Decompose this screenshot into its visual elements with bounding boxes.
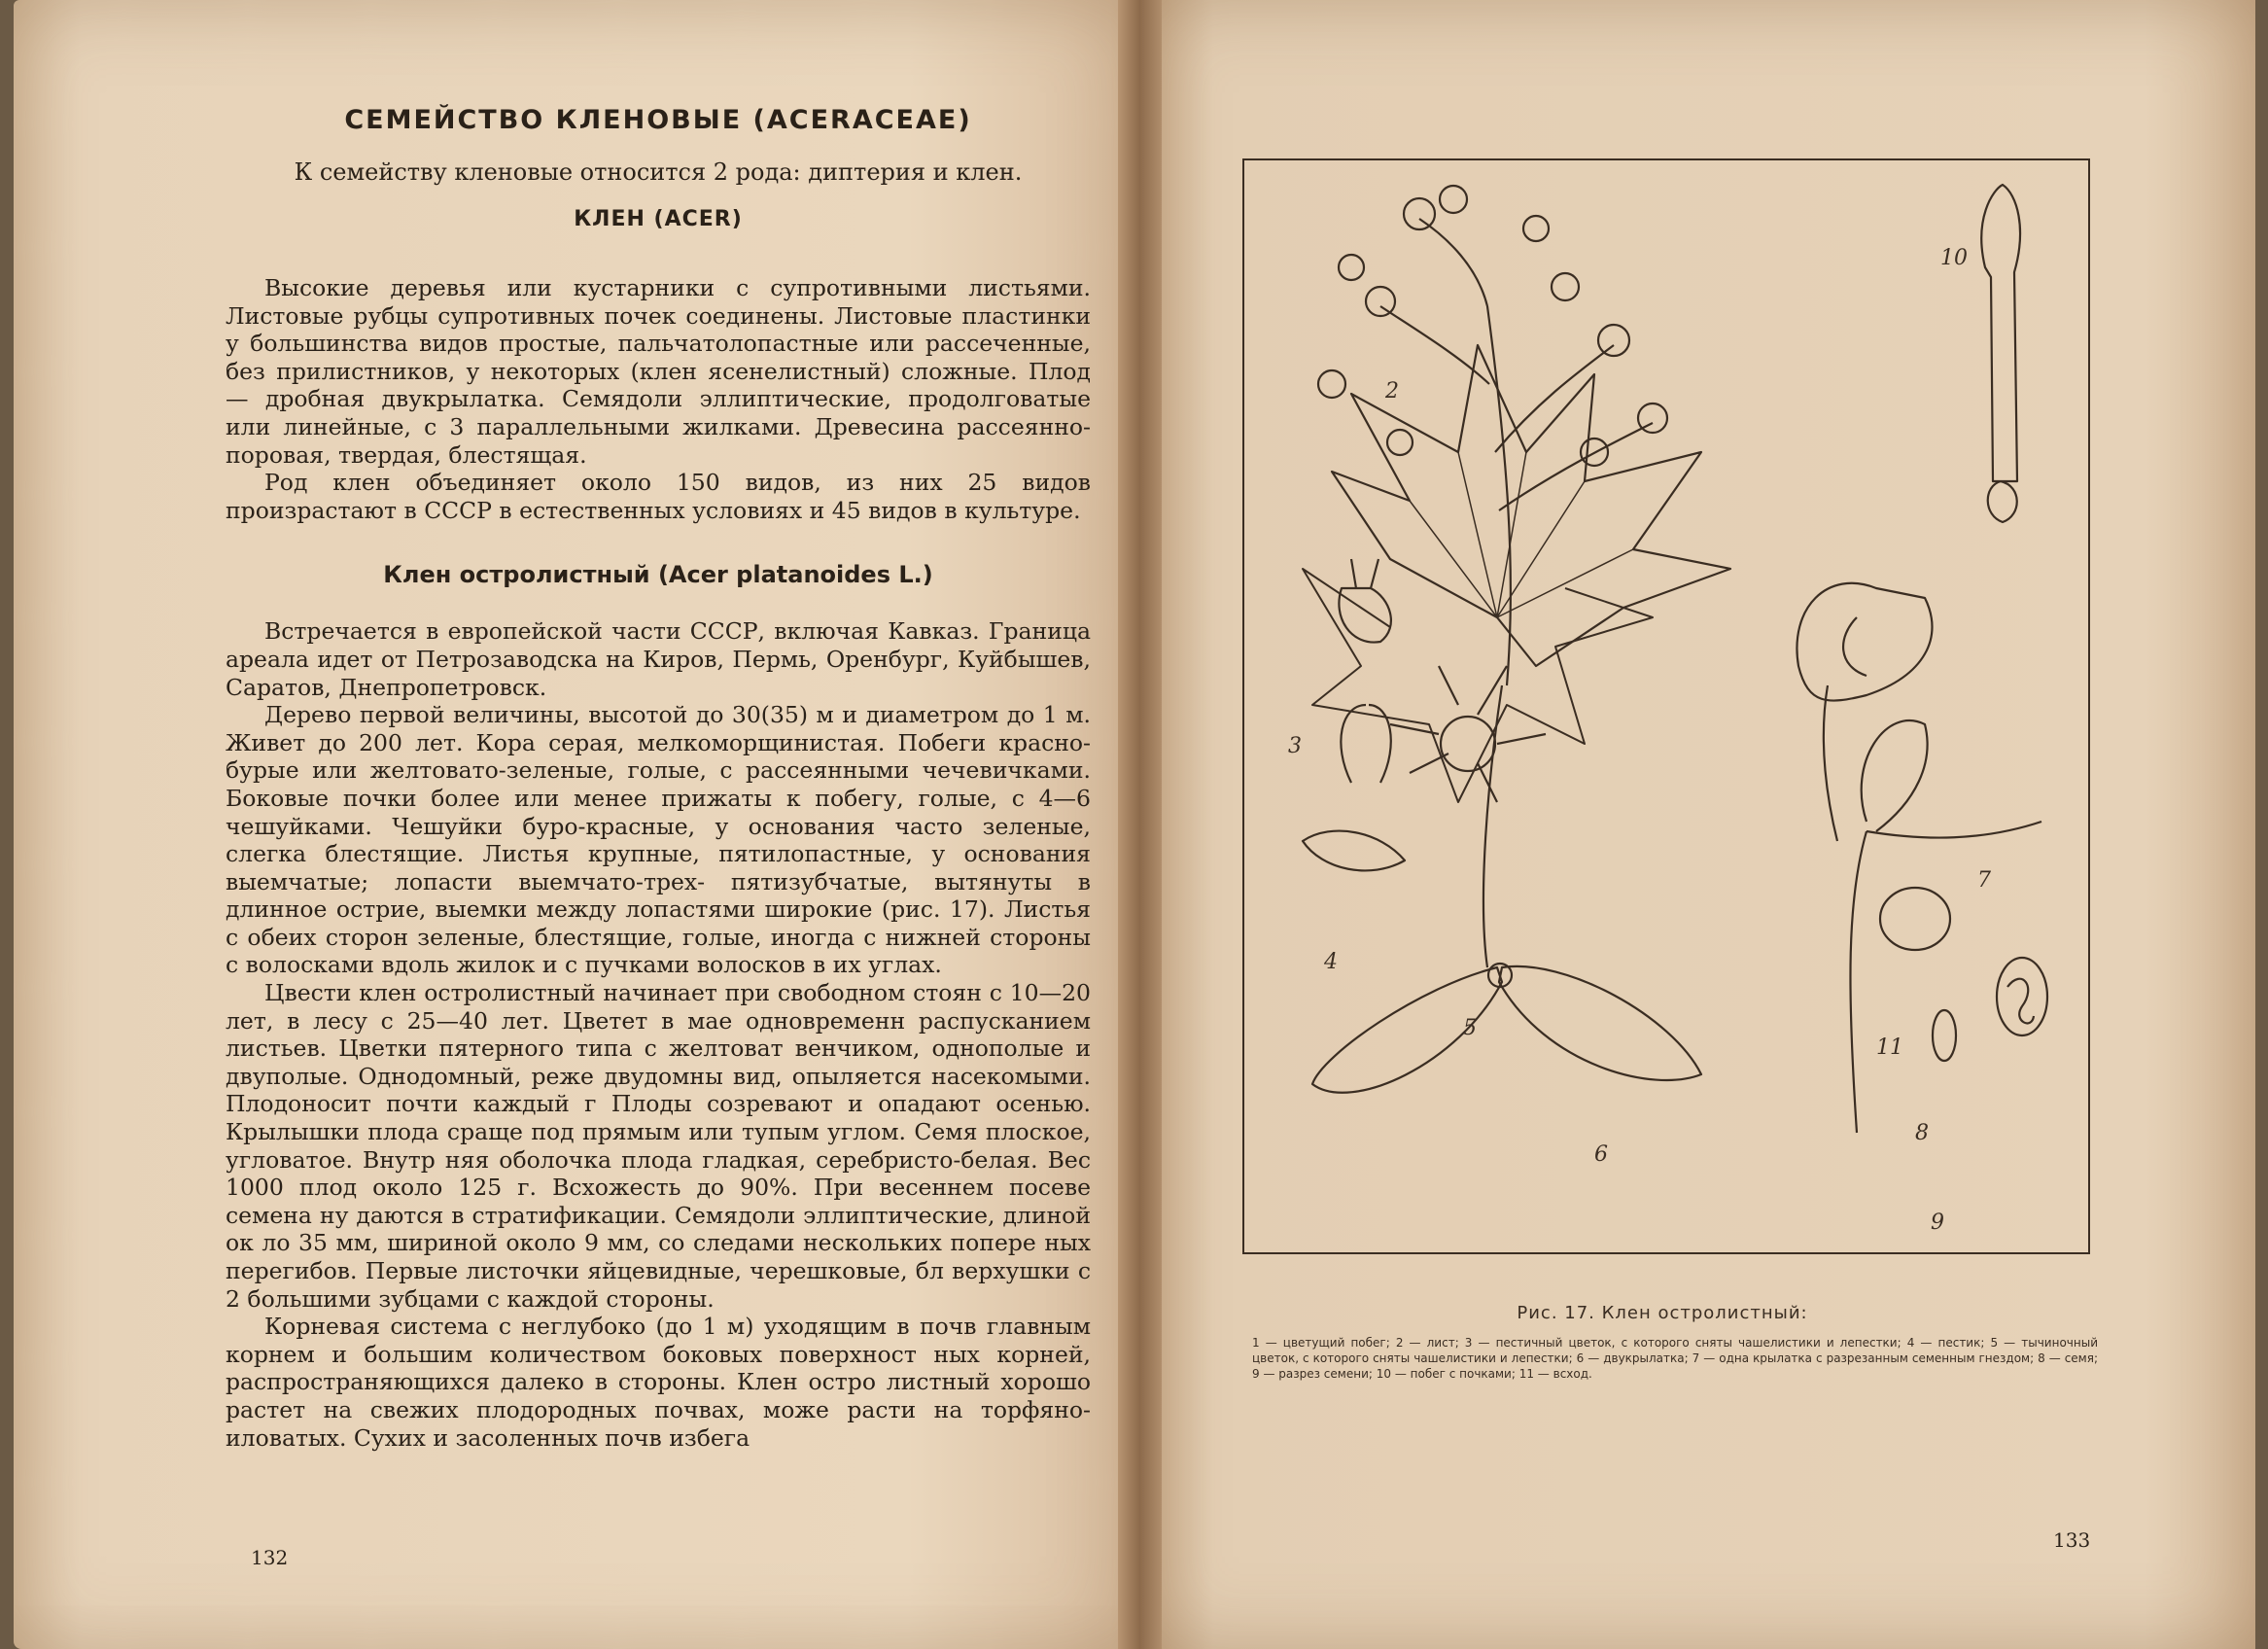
left-page-text	[226, 105, 1091, 1452]
figure-label-11: 11	[1876, 1035, 1903, 1060]
species-paragraph: Дерево первой величины, высотой до 30(35) м и диаметром до 1 м. Живет до 200 лет. Кора серая, мелкоморщинистая. Побеги красно-бурые или желтовато-зеленые, голые, с рассеянными чечевичками. Боковые почки более или менее прижаты к побегу, голые, с 4—6 чешуйками. Чешуйки буро-красные, у основания часто зеленые, слегка блестящие. Листья крупные, пятилопастные, у основания выемчатые; лопасти выемчато-трех- пятизубчатые, вытянуты в длинное острие, выемки между лопастями широкие (рис. 17). Листья с обеих сторон зеленые, блестящие, голые, иногда с нижней стороны с волосками вдоль жилок и с пучками волосков в их углах.	[226, 701, 1091, 979]
figure-label-4: 4	[1324, 950, 1338, 974]
figure-label-2: 2	[1385, 379, 1399, 403]
maple-illustration	[1244, 160, 2088, 1252]
figure-label-5: 5	[1463, 1016, 1477, 1040]
species-paragraph: Цвести клен остролистный начинает при свободном стоян с 10—20 лет, в лесу с 25—40 лет. Цветет в мае одновременн распусканием листьев. Цветки пятерного типа с желтоват венчиком, однополые и двуполые. Однодомный, реже двудомны вид, опыляется насекомыми. Плодоносит почти каждый г Плоды созревают и опадают осенью. Крылышки плода сраще под прямым или тупым углом. Семя плоское, угловатое. Внутр няя оболочка плода гладкая, серебристо-белая. Вес 1000 плод около 125 г. Всхожесть до 90%. При весеннем посеве семена ну даются в стратификации. Семядоли эллиптические, длиной ок ло 35 мм, шириной около 9 мм, со следами нескольких попере ных перегибов. Первые листочки яйцевидные, черешковые, бл верхушки с 2 большими зубцами с каждой стороны.	[226, 979, 1091, 1313]
figure-label-10: 10	[1940, 246, 1968, 270]
genus-paragraph: Род клен объединяет около 150 видов, из них 25 видов произрастают в СССР в естественных условиях и 45 видов в культуре.	[226, 469, 1091, 524]
figure-label-8: 8	[1915, 1121, 1929, 1145]
species-title: Клен остролистный (Acer platanoides L.)	[383, 561, 933, 589]
species-paragraph: Встречается в европейской части СССР, включая Кавказ. Граница ареала идет от Петрозаводска на Киров, Пермь, Оренбург, Куйбышев, Саратов, Днепропетровск.	[226, 617, 1091, 701]
figure-frame	[1242, 158, 2090, 1254]
figure-label-3: 3	[1288, 734, 1302, 758]
pistil-icon	[1303, 705, 1405, 870]
figure-legend: 1 — цветущий побег; 2 — лист; 3 — пестичный цветок, с которого сняты чашелистики и лепестки; 4 — пестик; 5 — тычиночный цветок, с которого сняты чашелистики и лепестки; 6 — двукрылатка; 7 — одна крылатка с разрезанным семенным гнездом; 8 — семя; 9 — разрез семени; 10 — побег с почками; 11 — всход.	[1252, 1336, 2098, 1381]
figure-label-9: 9	[1931, 1210, 1944, 1235]
species-paragraph: Корневая система с неглубоко (до 1 м) уходящим в почв главным корнем и большим количеством боковых поверхност ных корней, распространяющихся далеко в стороны. Клен остро листный хорошо растет на свежих плодородных почвах, може расти на торфяно-иловатых. Сухих и засоленных почв избега	[226, 1313, 1091, 1452]
book-gutter	[1118, 0, 1162, 1649]
seed-icon	[1880, 888, 1950, 950]
genus-paragraph: Высокие деревья или кустарники с супротивными листьями. Листовые рубцы супротивных почек соединены. Листовые пластинки у большинства видов простые, пальчатолопастные или рассеченные, без прилистников, у некоторых (клен ясенелистный) сложные. Плод — дробная двукрылатка. Семядоли эллиптические, продолговатые или линейные, с 3 параллельными жилками. Древесина рассеяннопоровая, твердая, блестящая.	[226, 274, 1091, 469]
pistil-flower-icon	[1339, 559, 1391, 643]
seedling-icon	[1850, 720, 2041, 1133]
flower-cluster-icon	[1318, 186, 1667, 466]
seedling-stem-icon	[1483, 685, 1502, 967]
seed-section-icon	[1997, 958, 2047, 1035]
family-intro: К семейству кленовые относится 2 рода: диптерия и клен.	[294, 158, 1023, 186]
figure-label-7: 7	[1977, 868, 1991, 893]
figure-label-6: 6	[1594, 1142, 1608, 1167]
figure-caption: Рис. 17. Клен остролистный:	[1517, 1303, 1808, 1323]
genus-title: КЛЕН (ACER)	[574, 207, 743, 231]
family-title: СЕМЕЙСТВО КЛЕНОВЫЕ (ACERACEAE)	[344, 105, 972, 135]
left-page-number: 132	[251, 1546, 289, 1569]
fruit-section-icon	[1797, 583, 1932, 701]
bud-shoot-icon	[1981, 185, 2020, 481]
right-page-number: 133	[2053, 1528, 2091, 1552]
